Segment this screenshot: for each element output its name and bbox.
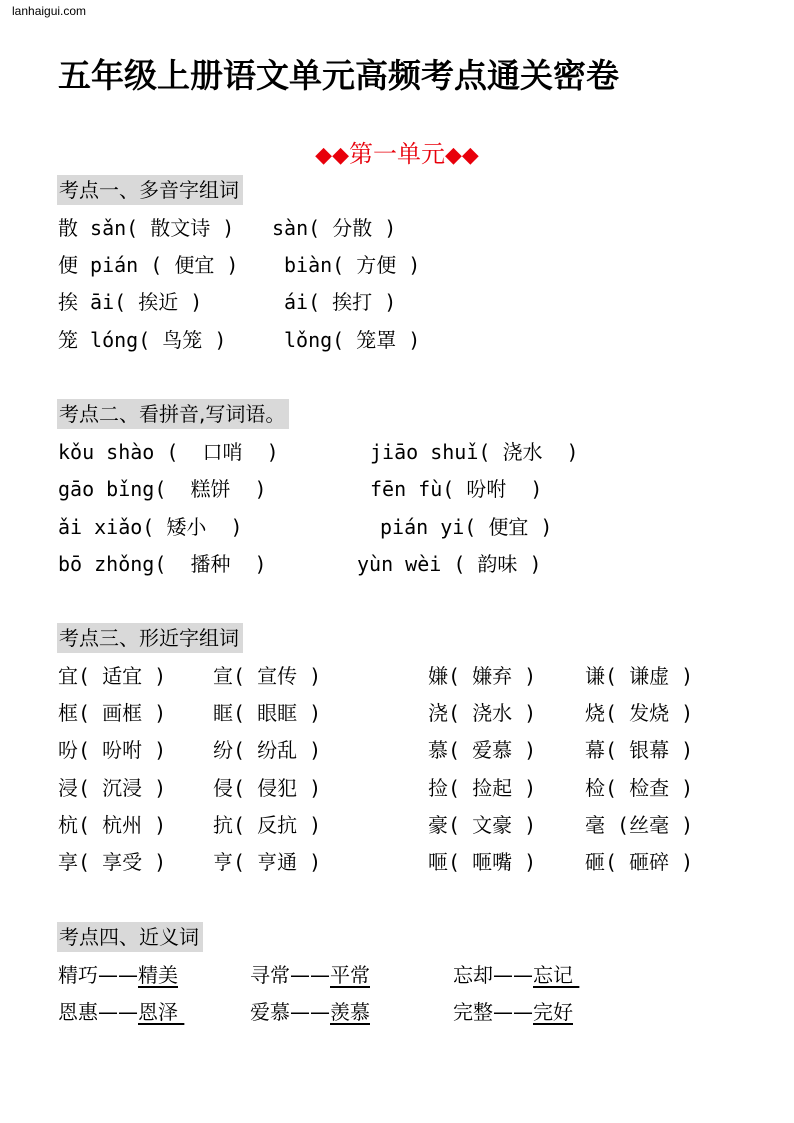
polyphone-item: biàn( 方便 ) (284, 253, 421, 277)
similar-char-item: 亨( 亨通 ) (213, 850, 322, 874)
unit-heading (0, 134, 794, 169)
similar-char-item: 眶( 眼眶 ) (213, 701, 322, 725)
synonym-word: 爱慕 (250, 1000, 290, 1024)
synonym-dash: —— (290, 1000, 330, 1024)
similar-char-item: 杭( 杭州 ) (58, 813, 167, 837)
similar-char-item: 嫌( 嫌弃 ) (428, 664, 537, 688)
pinyin-item: kǒu shào ( 口哨 ) (58, 440, 279, 464)
synonym-dash: —— (98, 963, 138, 987)
synonym-pair (58, 960, 178, 990)
similar-char-item: 浸( 沉浸 ) (58, 776, 167, 800)
section-title-1: 考点一、多音字组词 (57, 175, 243, 205)
synonym-answer: 完好 (533, 1000, 573, 1024)
pinyin-item: jiāo shuǐ( 浇水 ) (370, 440, 579, 464)
similar-char-item: 纷( 纷乱 ) (213, 738, 322, 762)
synonym-word: 寻常 (250, 963, 290, 987)
synonym-word: 完整 (453, 1000, 493, 1024)
synonym-word: 精巧 (58, 963, 98, 987)
synonym-pair (250, 997, 370, 1027)
pinyin-item: pián yi( 便宜 ) (380, 515, 553, 539)
synonym-answer: 忘记 (533, 963, 580, 987)
synonym-dash: —— (493, 963, 533, 987)
similar-char-item: 烧( 发烧 ) (585, 701, 694, 725)
section-title-3: 考点三、形近字组词 (57, 623, 243, 653)
similar-char-item: 捡( 捡起 ) (428, 776, 537, 800)
synonym-answer: 平常 (330, 963, 370, 987)
polyphone-item: 笼 lóng( 鸟笼 ) (58, 328, 227, 352)
synonym-pair (58, 997, 184, 1027)
synonym-dash: —— (98, 1000, 138, 1024)
page-title: 五年级上册语文单元高频考点通关密卷 (58, 56, 619, 95)
diamond-icon-left: ◆◆ (315, 143, 349, 168)
similar-char-item: 毫 (丝毫 ) (585, 813, 694, 837)
similar-char-item: 吩( 吩咐 ) (58, 738, 167, 762)
watermark-text: lanhaigui.com (12, 4, 87, 18)
similar-char-item: 检( 检查 ) (585, 776, 694, 800)
synonym-dash: —— (493, 1000, 533, 1024)
similar-char-item: 慕( 爱慕 ) (428, 738, 537, 762)
pinyin-item: bō zhǒng( 播种 ) (58, 552, 267, 576)
similar-char-item: 谦( 谦虚 ) (585, 664, 694, 688)
section-title-2: 考点二、看拼音,写词语。 (57, 399, 289, 429)
similar-char-item: 享( 享受 ) (58, 850, 167, 874)
similar-char-item: 浇( 浇水 ) (428, 701, 537, 725)
section-title-4: 考点四、近义词 (57, 922, 203, 952)
pinyin-item: ǎi xiǎo( 矮小 ) (58, 515, 243, 539)
similar-char-item: 宜( 适宜 ) (58, 664, 167, 688)
similar-char-item: 砸( 砸碎 ) (585, 850, 694, 874)
similar-char-item: 侵( 侵犯 ) (213, 776, 322, 800)
similar-char-item: 幕( 银幕 ) (585, 738, 694, 762)
unit-label: 第一单元 (349, 140, 445, 168)
synonym-pair (250, 960, 370, 990)
polyphone-item: ái( 挨打 ) (284, 290, 397, 314)
synonym-pair (453, 960, 579, 990)
synonym-answer: 精美 (138, 963, 178, 987)
synonym-pair (453, 997, 573, 1027)
pinyin-item: gāo bǐng( 糕饼 ) (58, 477, 267, 501)
diamond-icon-right: ◆◆ (445, 143, 479, 168)
similar-char-item: 宣( 宣传 ) (213, 664, 322, 688)
pinyin-item: yùn wèi ( 韵味 ) (357, 552, 542, 576)
similar-char-item: 抗( 反抗 ) (213, 813, 322, 837)
similar-char-item: 豪( 文豪 ) (428, 813, 537, 837)
similar-char-item: 咂( 咂嘴 ) (428, 850, 537, 874)
synonym-dash: —— (290, 963, 330, 987)
polyphone-item: 便 pián ( 便宜 ) (58, 253, 239, 277)
polyphone-item: lǒng( 笼罩 ) (284, 328, 421, 352)
synonym-answer: 羡慕 (330, 1000, 370, 1024)
similar-char-item: 框( 画框 ) (58, 701, 167, 725)
synonym-word: 恩惠 (58, 1000, 98, 1024)
synonym-answer: 恩泽 (138, 1000, 185, 1024)
polyphone-item: 散 sǎn( 散文诗 ) (58, 216, 235, 240)
polyphone-item: sàn( 分散 ) (272, 216, 397, 240)
synonym-word: 忘却 (453, 963, 493, 987)
polyphone-item: 挨 āi( 挨近 ) (58, 290, 203, 314)
pinyin-item: fēn fù( 吩咐 ) (370, 477, 543, 501)
